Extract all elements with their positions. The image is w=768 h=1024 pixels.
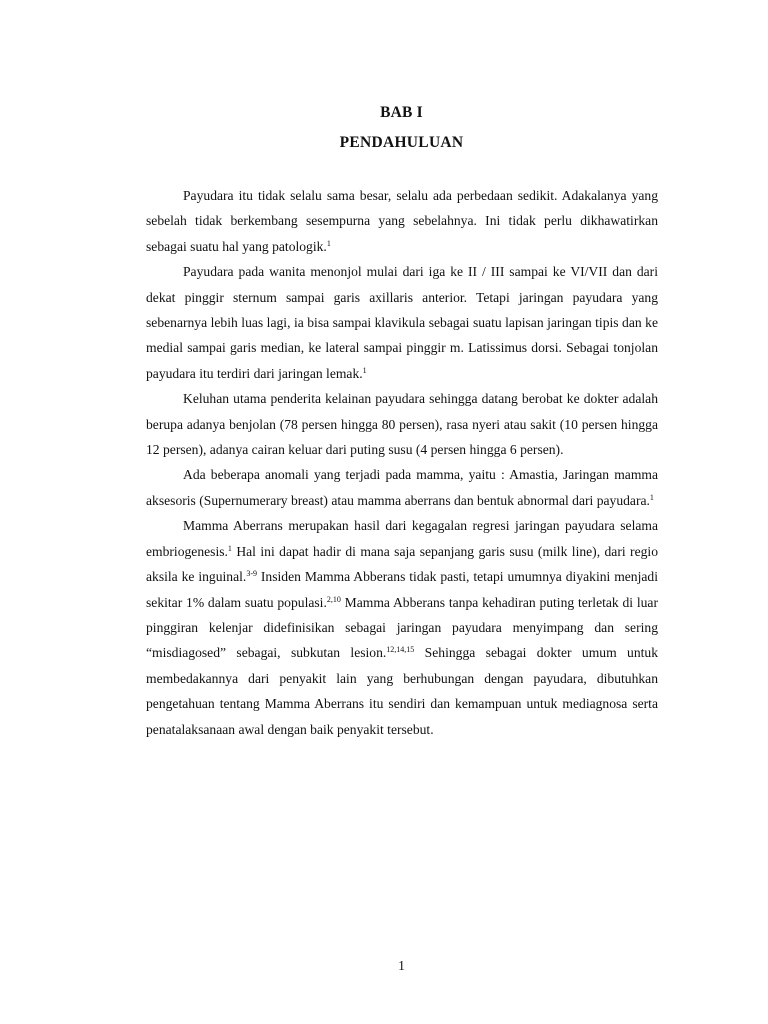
paragraph-text: Ada beberapa anomali yang terjadi pada mamma, yaitu : Amastia, Jaringan mamma aksesoris (Supernumerary breast) atau mamma aberrans dan bentuk abnormal dari payudara.	[146, 467, 658, 508]
paragraph-text: Payudara pada wanita menonjol mulai dari iga ke II / III sampai ke VI/VII dan dari dekat pinggir sternum sampai garis axillaris anterior. Tetapi jaringan payudara yang sebenarnya lebih luas lagi, ia bisa sampai klavikula sebagai suatu lapisan jaringan tipis dan ke medial sampai garis median, ke lateral sampai pinggir m. Latissimus dorsi. Sebagai tonjolan payudara itu terdiri dari jaringan lemak.	[146, 264, 658, 381]
citation-superscript: 1	[326, 238, 331, 248]
citation-superscript: 12,14,15	[386, 645, 415, 655]
paragraph-text: Keluhan utama penderita kelainan payudara sehingga datang berobat ke dokter adalah berupa adanya benjolan (78 persen hingga 80 persen), rasa nyeri atau sakit (10 persen hingga 12 persen), adanya cairan keluar dari puting susu (4 persen hingga 6 persen).	[146, 391, 658, 458]
citation-superscript: 3-9	[246, 569, 257, 579]
paragraph	[146, 462, 658, 513]
paragraph-text: Hal ini dapat hadir di mana saja sepanjang garis susu (milk line), dari regio aksila ke inguinal.	[146, 543, 658, 585]
paragraph-text: Mamma Abberans tanpa kehadiran puting terletak di luar pinggiran kelenjar didefinisikan sebagai jaringan payudara menyimpang dan sering “misdiagosed” sebagai, subkutan lesion.	[146, 594, 658, 661]
paragraph	[146, 513, 658, 742]
paragraph	[146, 259, 658, 386]
paragraph	[146, 183, 658, 259]
citation-superscript: 1	[649, 492, 654, 502]
paragraph-text: Insiden Mamma Abberans tidak pasti, tetapi umumnya diyakini menjadi sekitar 1% dalam suatu populasi.	[146, 569, 658, 610]
citation-superscript: 1	[362, 365, 367, 375]
page-number: 1	[398, 958, 405, 973]
paragraph-text: Sehingga sebagai dokter umum untuk membedakannya dari penyakit lain yang berhubungan dengan payudara, dibutuhkan pengetahuan tentang Mamma Aberrans itu sendiri dan kemampuan untuk mediagnosa serta penatalaksanaan awal dengan baik penyakit tersebut.	[146, 645, 658, 737]
paragraph-text: Payudara itu tidak selalu sama besar, selalu ada perbedaan sedikit. Adakalanya yang sebelah tidak berkembang sesempurna yang sebelahnya. Ini tidak perlu dikhawatirkan sebagai suatu hal yang patologik.	[146, 188, 658, 254]
body-text	[146, 183, 658, 742]
citation-superscript: 1	[227, 543, 232, 553]
paragraph	[146, 386, 658, 462]
paragraph-text: Mamma Aberrans merupakan hasil dari kegagalan regresi jaringan payudara selama embriogenesis.	[146, 518, 658, 559]
citation-superscript: 2,10	[326, 594, 341, 604]
chapter-label: BAB I	[380, 104, 423, 121]
chapter-title: PENDAHULUAN	[339, 134, 464, 151]
